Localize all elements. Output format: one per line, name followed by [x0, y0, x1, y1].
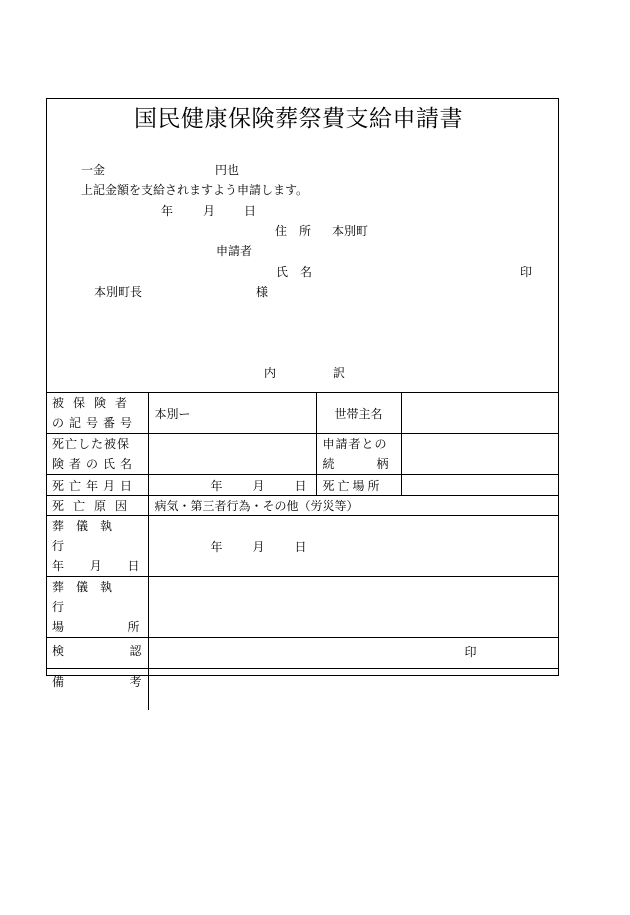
label-char: 続 — [322, 457, 337, 471]
breakdown-right: 訳 — [333, 366, 346, 380]
inspection-field[interactable] — [148, 638, 559, 669]
relationship-label — [316, 434, 401, 475]
table-row-insured-number — [46, 393, 559, 434]
amount-suffix: 円也 — [215, 163, 240, 177]
label-line: 死亡した被保 — [52, 437, 131, 451]
year-unit: 年 — [210, 539, 223, 554]
death-cause-field[interactable]: 病気・第三者行為・その他（労災等） — [148, 496, 559, 516]
label-char: 備 — [52, 675, 65, 689]
address-value: 本別町 — [332, 224, 369, 238]
year-unit: 年 — [210, 478, 223, 493]
deceased-name-field[interactable] — [148, 434, 316, 475]
label-char: 日 — [127, 559, 142, 573]
seal-mark: 印 — [520, 265, 533, 279]
day-unit: 日 — [294, 478, 307, 493]
label-char: 柄 — [376, 457, 391, 471]
table-row-death-date — [46, 475, 559, 496]
label-line: 被保険者 — [52, 396, 137, 410]
death-cause-label: 死亡原因 — [46, 496, 148, 516]
table-row-inspection — [46, 638, 559, 669]
death-place-field[interactable] — [401, 475, 559, 496]
insured-number-field[interactable]: 本別ー — [148, 393, 316, 434]
insured-number-label — [46, 393, 148, 434]
month-unit: 月 — [252, 478, 265, 493]
funeral-date-field[interactable] — [148, 516, 559, 577]
label-char: 場 — [52, 620, 67, 634]
label-line: 申請者との — [322, 437, 388, 451]
table-row-death-cause — [46, 496, 559, 516]
date-month: 月 — [203, 204, 216, 218]
table-row-remarks — [46, 669, 559, 710]
applicant-label: 申請者 — [216, 244, 253, 258]
honorific: 様 — [256, 285, 269, 299]
address-label: 住 所 — [275, 224, 312, 238]
inspection-label — [46, 638, 148, 669]
amount-prefix: 一金 — [81, 163, 106, 177]
remarks-label — [46, 669, 148, 710]
details-table — [46, 392, 559, 710]
form-title: 国民健康保険葬祭費支給申請書 — [134, 106, 463, 132]
name-label: 氏 名 — [276, 265, 313, 279]
label-char: 検 — [52, 644, 65, 658]
label-char: 考 — [129, 675, 142, 689]
remarks-field[interactable] — [148, 669, 559, 710]
funeral-place-field[interactable] — [148, 577, 559, 638]
funeral-place-label — [46, 577, 148, 638]
application-form — [46, 98, 559, 689]
table-row-deceased-name — [46, 434, 559, 475]
date-year: 年 — [161, 204, 174, 218]
inspection-seal: 印 — [464, 645, 477, 659]
table-row-funeral-place — [46, 577, 559, 638]
label-char: 所 — [127, 620, 142, 634]
funeral-date-label — [46, 516, 148, 577]
household-head-label: 世帯主名 — [316, 393, 401, 434]
label-char: 月 — [89, 559, 104, 573]
recipient: 本別町長 — [94, 285, 143, 299]
death-date-field[interactable] — [148, 475, 316, 496]
label-line: 葬儀執行 — [52, 519, 125, 553]
label-line: の記号番号 — [52, 416, 138, 430]
breakdown-left: 内 — [264, 366, 277, 380]
label-line: 険者の氏名 — [52, 457, 138, 471]
death-place-label: 死亡場所 — [316, 475, 401, 496]
label-char: 年 — [52, 559, 67, 573]
day-unit: 日 — [294, 539, 307, 554]
deceased-name-label — [46, 434, 148, 475]
date-day: 日 — [244, 204, 257, 218]
table-row-funeral-date — [46, 516, 559, 577]
death-date-label: 死亡年月日 — [46, 475, 148, 496]
month-unit: 月 — [252, 539, 265, 554]
request-text: 上記金額を支給されますよう申請します。 — [81, 183, 309, 197]
household-head-field[interactable] — [401, 393, 559, 434]
label-char: 認 — [129, 644, 142, 658]
relationship-field[interactable] — [401, 434, 559, 475]
label-line: 葬儀執行 — [52, 580, 125, 614]
